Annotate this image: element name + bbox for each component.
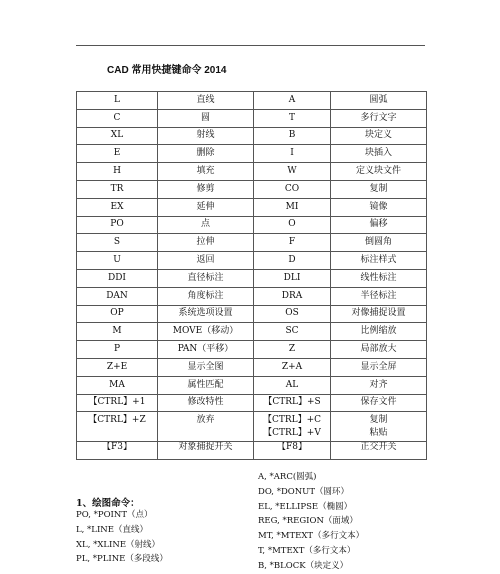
- shortcut-key-cell: OP: [77, 305, 158, 323]
- command-name-cell: 偏移: [331, 216, 427, 234]
- table-row: [77, 198, 427, 216]
- command-name-cell: 对象捕捉开关: [158, 442, 254, 460]
- table-row: [77, 180, 427, 198]
- shortcut-key-cell: DDI: [77, 269, 158, 287]
- table-row: [77, 412, 427, 442]
- command-name-cell: 填充: [158, 163, 254, 181]
- shortcut-key-cell: Z+E: [77, 358, 158, 376]
- command-list-item: REG, *REGION（面域）: [258, 516, 358, 527]
- command-name-cell: 点: [158, 216, 254, 234]
- command-name-cell: MOVE（移动）: [158, 323, 254, 341]
- shortcut-key-cell: A: [254, 92, 331, 110]
- command-name-cell: PAN（平移）: [158, 341, 254, 359]
- command-list-item: MT, *MTEXT（多行文本）: [258, 531, 365, 542]
- shortcut-key-cell: MA: [77, 376, 158, 394]
- command-name-cell: 圆: [158, 109, 254, 127]
- table-row: [77, 163, 427, 181]
- shortcut-table: [76, 91, 427, 460]
- shortcut-key-cell: F: [254, 234, 331, 252]
- shortcut-key-cell: L: [77, 92, 158, 110]
- table-row: [77, 269, 427, 287]
- command-name-cell: 保存文件: [331, 394, 427, 412]
- table-row: [77, 216, 427, 234]
- shortcut-key-cell: XL: [77, 127, 158, 145]
- shortcut-key-cell: S: [77, 234, 158, 252]
- drawing-command-list-left: [76, 508, 168, 567]
- table-row: [77, 252, 427, 270]
- table-row: [77, 305, 427, 323]
- command-name-cell: 显示全屏: [331, 358, 427, 376]
- shortcut-key-line: 【CTRL】+V: [263, 427, 321, 438]
- command-name-cell: 系统选项设置: [158, 305, 254, 323]
- shortcut-key-cell: DAN: [77, 287, 158, 305]
- command-name-cell: 对像捕捉设置: [331, 305, 427, 323]
- table-row: [77, 287, 427, 305]
- shortcut-key-cell: MI: [254, 198, 331, 216]
- shortcut-key-cell: OS: [254, 305, 331, 323]
- command-name-cell: 比例缩放: [331, 323, 427, 341]
- command-name-cell: 放弃: [158, 412, 254, 442]
- section-heading-drawing-commands: 1、绘图命令：: [76, 498, 140, 509]
- shortcut-key-cell: P: [77, 341, 158, 359]
- command-name-cell: 直径标注: [158, 269, 254, 287]
- command-name-cell: 块定义: [331, 127, 427, 145]
- command-name-cell: 线性标注: [331, 269, 427, 287]
- command-name-cell: 半径标注: [331, 287, 427, 305]
- header-rule: [76, 45, 425, 46]
- shortcut-key-cell: SC: [254, 323, 331, 341]
- table-row: [77, 109, 427, 127]
- shortcut-key-cell: [254, 412, 331, 442]
- command-name-line: 复制: [369, 414, 388, 425]
- command-name-cell: 延伸: [158, 198, 254, 216]
- command-list-item: DO, *DONUT（圆环）: [258, 486, 349, 497]
- command-name-cell: 标注样式: [331, 252, 427, 270]
- table-row: [77, 323, 427, 341]
- document-title: CAD 常用快捷键命令 2014: [107, 65, 227, 76]
- table-row: [77, 127, 427, 145]
- shortcut-key-cell: 【F8】: [254, 442, 331, 460]
- shortcut-key-cell: 【CTRL】+Z: [77, 412, 158, 442]
- command-name-cell: 倒圆角: [331, 234, 427, 252]
- table-row: [77, 376, 427, 394]
- shortcut-key-cell: EX: [77, 198, 158, 216]
- command-name-cell: 直线: [158, 92, 254, 110]
- table-row: [77, 234, 427, 252]
- shortcut-key-line: 【CTRL】+C: [262, 414, 322, 425]
- command-name-line: 粘贴: [369, 427, 388, 438]
- table-row: [77, 145, 427, 163]
- command-name-cell: 圆弧: [331, 92, 427, 110]
- command-name-cell: 显示全图: [158, 358, 254, 376]
- shortcut-key-cell: 【F3】: [77, 442, 158, 460]
- command-name-cell: 镜像: [331, 198, 427, 216]
- shortcut-key-cell: H: [77, 163, 158, 181]
- table-row: [77, 358, 427, 376]
- command-name-cell: 修剪: [158, 180, 254, 198]
- command-list-item: T, *MTEXT（多行文本）: [258, 545, 356, 556]
- shortcut-key-cell: 【CTRL】+1: [77, 394, 158, 412]
- table-row: [77, 394, 427, 412]
- command-list-item: EL, *ELLIPSE（椭圆）: [258, 501, 353, 512]
- table-row: [77, 92, 427, 110]
- shortcut-key-cell: O: [254, 216, 331, 234]
- shortcut-key-cell: E: [77, 145, 158, 163]
- command-name-cell: 对齐: [331, 376, 427, 394]
- shortcut-key-cell: 【CTRL】+S: [254, 394, 331, 412]
- command-list-item: B, *BLOCK（块定义）: [258, 560, 349, 571]
- command-name-cell: 定义块文件: [331, 163, 427, 181]
- command-name-cell: 多行文字: [331, 109, 427, 127]
- command-name-cell: 块插入: [331, 145, 427, 163]
- command-name-cell: [331, 412, 427, 442]
- command-list-item: PO, *POINT（点）: [76, 510, 153, 520]
- command-name-cell: 复制: [331, 180, 427, 198]
- shortcut-key-cell: T: [254, 109, 331, 127]
- command-name-cell: 返回: [158, 252, 254, 270]
- shortcut-key-cell: Z+A: [254, 358, 331, 376]
- command-name-cell: 拉伸: [158, 234, 254, 252]
- shortcut-key-cell: DRA: [254, 287, 331, 305]
- shortcut-key-cell: I: [254, 145, 331, 163]
- command-name-cell: 角度标注: [158, 287, 254, 305]
- command-name-cell: 正交开关: [331, 442, 427, 460]
- shortcut-key-cell: M: [77, 323, 158, 341]
- command-name-cell: 局部放大: [331, 341, 427, 359]
- shortcut-key-cell: CO: [254, 180, 331, 198]
- table-row: [77, 341, 427, 359]
- command-name-cell: 射线: [158, 127, 254, 145]
- shortcut-key-cell: W: [254, 163, 331, 181]
- command-list-item: PL, *PLINE（多段线）: [76, 554, 168, 565]
- command-list-item: A, *ARC(圆弧): [258, 472, 317, 482]
- command-list-item: L, *LINE（直线）: [76, 524, 148, 535]
- command-name-cell: 修改特性: [158, 394, 254, 412]
- command-name-cell: 属性匹配: [158, 376, 254, 394]
- shortcut-key-cell: U: [77, 252, 158, 270]
- shortcut-key-cell: AL: [254, 376, 331, 394]
- table-row: [77, 442, 427, 460]
- shortcut-key-cell: Z: [254, 341, 331, 359]
- shortcut-key-cell: B: [254, 127, 331, 145]
- shortcut-key-cell: DLI: [254, 269, 331, 287]
- shortcut-key-cell: D: [254, 252, 331, 270]
- command-list-item: XL, *XLINE（射线）: [76, 539, 161, 550]
- shortcut-key-cell: PO: [77, 216, 158, 234]
- command-name-cell: 删除: [158, 145, 254, 163]
- shortcut-key-cell: TR: [77, 180, 158, 198]
- drawing-command-list-right: [258, 470, 364, 574]
- shortcut-key-cell: C: [77, 109, 158, 127]
